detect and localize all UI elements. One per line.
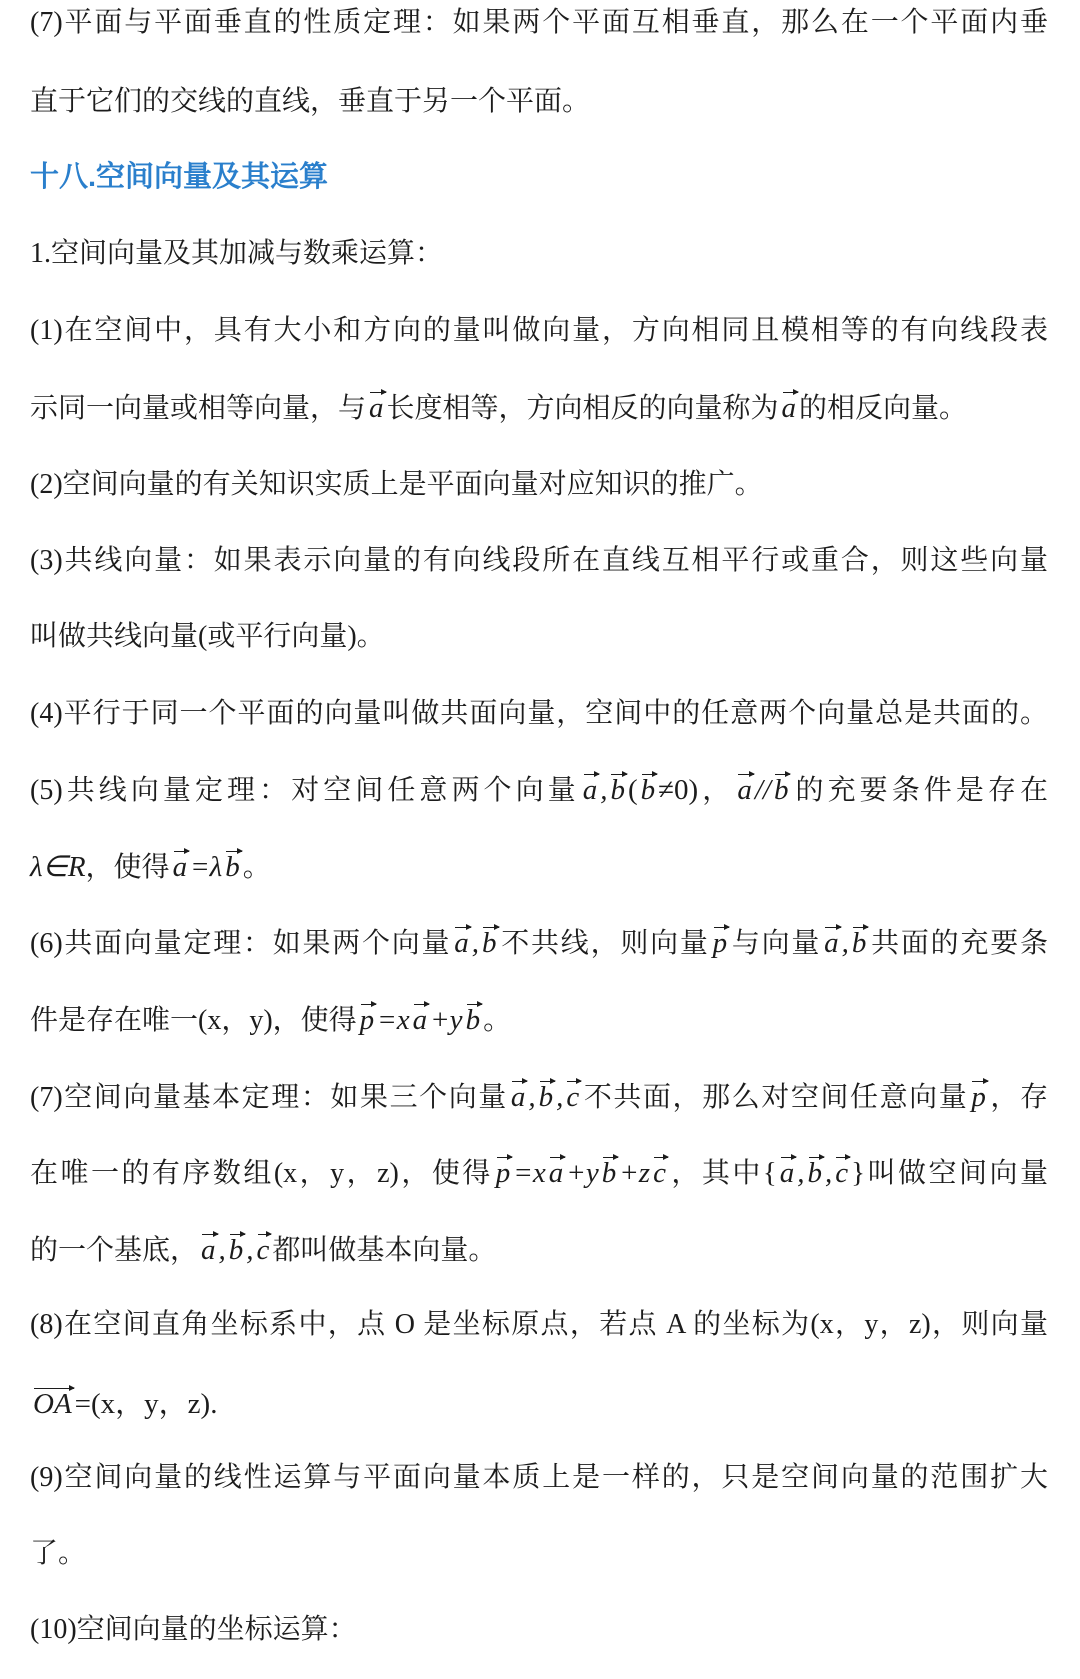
line-06 (30, 387, 1048, 431)
line-10: (4)平行于同一个平面的向量叫做共面向量，空间中的任意两个向量总是共面的。 (30, 698, 1048, 729)
line-06-text: 示同一向量或相等向量，与 (30, 393, 367, 424)
line-13 (30, 921, 1048, 965)
vector-a: a (172, 851, 188, 883)
line-19-text: =(x，y，z). (74, 1388, 218, 1420)
line-15 (30, 1075, 1048, 1119)
line-22: (10)空间向量的坐标运算： (30, 1614, 357, 1645)
vector-b: b (851, 927, 867, 959)
math-symbol: } (851, 1157, 866, 1189)
vector-oa: OA (33, 1388, 72, 1420)
vector-c: c (256, 1234, 270, 1266)
math-symbol: { (762, 1157, 777, 1189)
math-symbol: , (825, 1157, 833, 1189)
vector-a: a (824, 927, 839, 959)
math-symbol: , (471, 927, 480, 959)
line-15-text: 不共面，那么对空间任意向量 (582, 1082, 969, 1113)
line-12 (30, 845, 1048, 889)
vector-a: a (582, 774, 598, 806)
math-symbol: , (797, 1157, 805, 1189)
line-16-text: 叫做空间向量 (865, 1158, 1048, 1189)
vector-c: c (653, 1157, 666, 1189)
math-symbol: =x (513, 1157, 546, 1189)
math-symbol: =λ (190, 851, 223, 883)
line-07: (2)空间向量的有关知识实质上是平面向量对应知识的推广。 (30, 469, 763, 500)
line-11-text: 的充要条件是存在 (791, 775, 1048, 806)
line-08: (3)共线向量：如果表示向量的有向线段所在直线互相平行或重合，则这些向量 (30, 545, 1048, 576)
line-21: 了。 (30, 1538, 87, 1569)
vector-a: a (548, 1157, 564, 1189)
line-14 (30, 998, 1048, 1042)
line-11 (30, 768, 1048, 812)
line-17-text: 都叫做基本向量。 (272, 1235, 497, 1266)
vector-a: a (201, 1234, 216, 1266)
math-symbol: , (841, 927, 849, 959)
line-16-text: 在唯一的有序数组(x，y，z)，使得 (30, 1158, 493, 1189)
math-symbol: λ∈R (30, 851, 86, 883)
vector-b: b (538, 1081, 554, 1113)
vector-p: p (971, 1081, 986, 1113)
line-13-text: (6)共面向量定理：如果两个向量 (30, 928, 452, 959)
line-13-text: 不共线，则向量 (499, 928, 710, 959)
vector-a: a (737, 774, 752, 806)
line-17 (30, 1228, 1048, 1272)
math-symbol: , (218, 1234, 226, 1266)
vector-a: a (779, 1157, 795, 1189)
vector-c: c (566, 1081, 580, 1113)
vector-b: b (601, 1157, 617, 1189)
line-19 (30, 1382, 1048, 1426)
math-symbol: ≠0) (658, 774, 699, 806)
math-symbol: +y (430, 1004, 463, 1036)
line-13-text: 与向量 (730, 928, 822, 959)
vector-a: a (412, 1004, 428, 1036)
math-symbol: // (754, 774, 771, 806)
line-12-text: 。 (242, 852, 271, 883)
line-12-text: ，使得 (85, 852, 170, 883)
line-16 (30, 1151, 1048, 1195)
vector-p: p (495, 1157, 511, 1189)
math-symbol: ( (627, 774, 638, 806)
line-01: (7)平面与平面垂直的性质定理：如果两个平面互相垂直，那么在一个平面内垂 (30, 7, 1048, 38)
vector-b: b (482, 927, 497, 959)
math-symbol: , (528, 1081, 536, 1113)
vector-b: b (225, 851, 240, 883)
line-14-text: 。 (483, 1005, 512, 1036)
math-symbol: =x (377, 1004, 410, 1036)
vector-b: b (465, 1004, 481, 1036)
line-06-text: 的相反向量。 (799, 393, 968, 424)
math-symbol: +z (619, 1157, 651, 1189)
line-06-text: 长度相等，方向相反的向量称为 (386, 393, 779, 424)
math-symbol: , (600, 774, 608, 806)
vector-b: b (228, 1234, 244, 1266)
line-16-text: ，其中 (668, 1158, 763, 1189)
math-symbol: +y (566, 1157, 599, 1189)
vector-p: p (359, 1004, 375, 1036)
line-13-text: 共面的充要条 (869, 928, 1048, 959)
vector-c: c (835, 1157, 849, 1189)
line-20: (9)空间向量的线性运算与平面向量本质上是一样的，只是空间向量的范围扩大 (30, 1462, 1048, 1493)
line-11-text: (5)共线向量定理：对空间任意两个向量 (30, 775, 580, 806)
vector-b: b (640, 774, 656, 806)
line-15-text: (7)空间向量基本定理：如果三个向量 (30, 1082, 508, 1113)
line-18: (8)在空间直角坐标系中，点 O 是坐标原点，若点 A 的坐标为(x，y，z)，则向量 (30, 1309, 1048, 1340)
section-heading: 十八.空间向量及其运算 (30, 161, 329, 193)
math-symbol: , (246, 1234, 254, 1266)
line-02: 直于它们的交线的直线，垂直于另一个平面。 (30, 86, 591, 117)
vector-a: a (369, 392, 384, 424)
line-05: (1)在空间中，具有大小和方向的量叫做向量，方向相同且模相等的有向线段表 (30, 315, 1048, 346)
line-14-text: 件是存在唯一(x，y)，使得 (30, 1005, 357, 1036)
line-15-text: ，存 (988, 1082, 1048, 1113)
math-symbol: , (556, 1081, 564, 1113)
line-09: 叫做共线向量(或平行向量)。 (30, 621, 385, 652)
vector-b: b (610, 774, 625, 806)
vector-b: b (773, 774, 789, 806)
subsection-title: 1.空间向量及其加减与数乘运算： (30, 238, 444, 269)
vector-a: a (781, 392, 797, 424)
vector-a: a (510, 1081, 526, 1113)
vector-b: b (807, 1157, 823, 1189)
line-17-text: 的一个基底， (30, 1235, 199, 1266)
line-11-text: ， (698, 775, 735, 806)
vector-p: p (712, 927, 728, 959)
vector-a: a (454, 927, 469, 959)
